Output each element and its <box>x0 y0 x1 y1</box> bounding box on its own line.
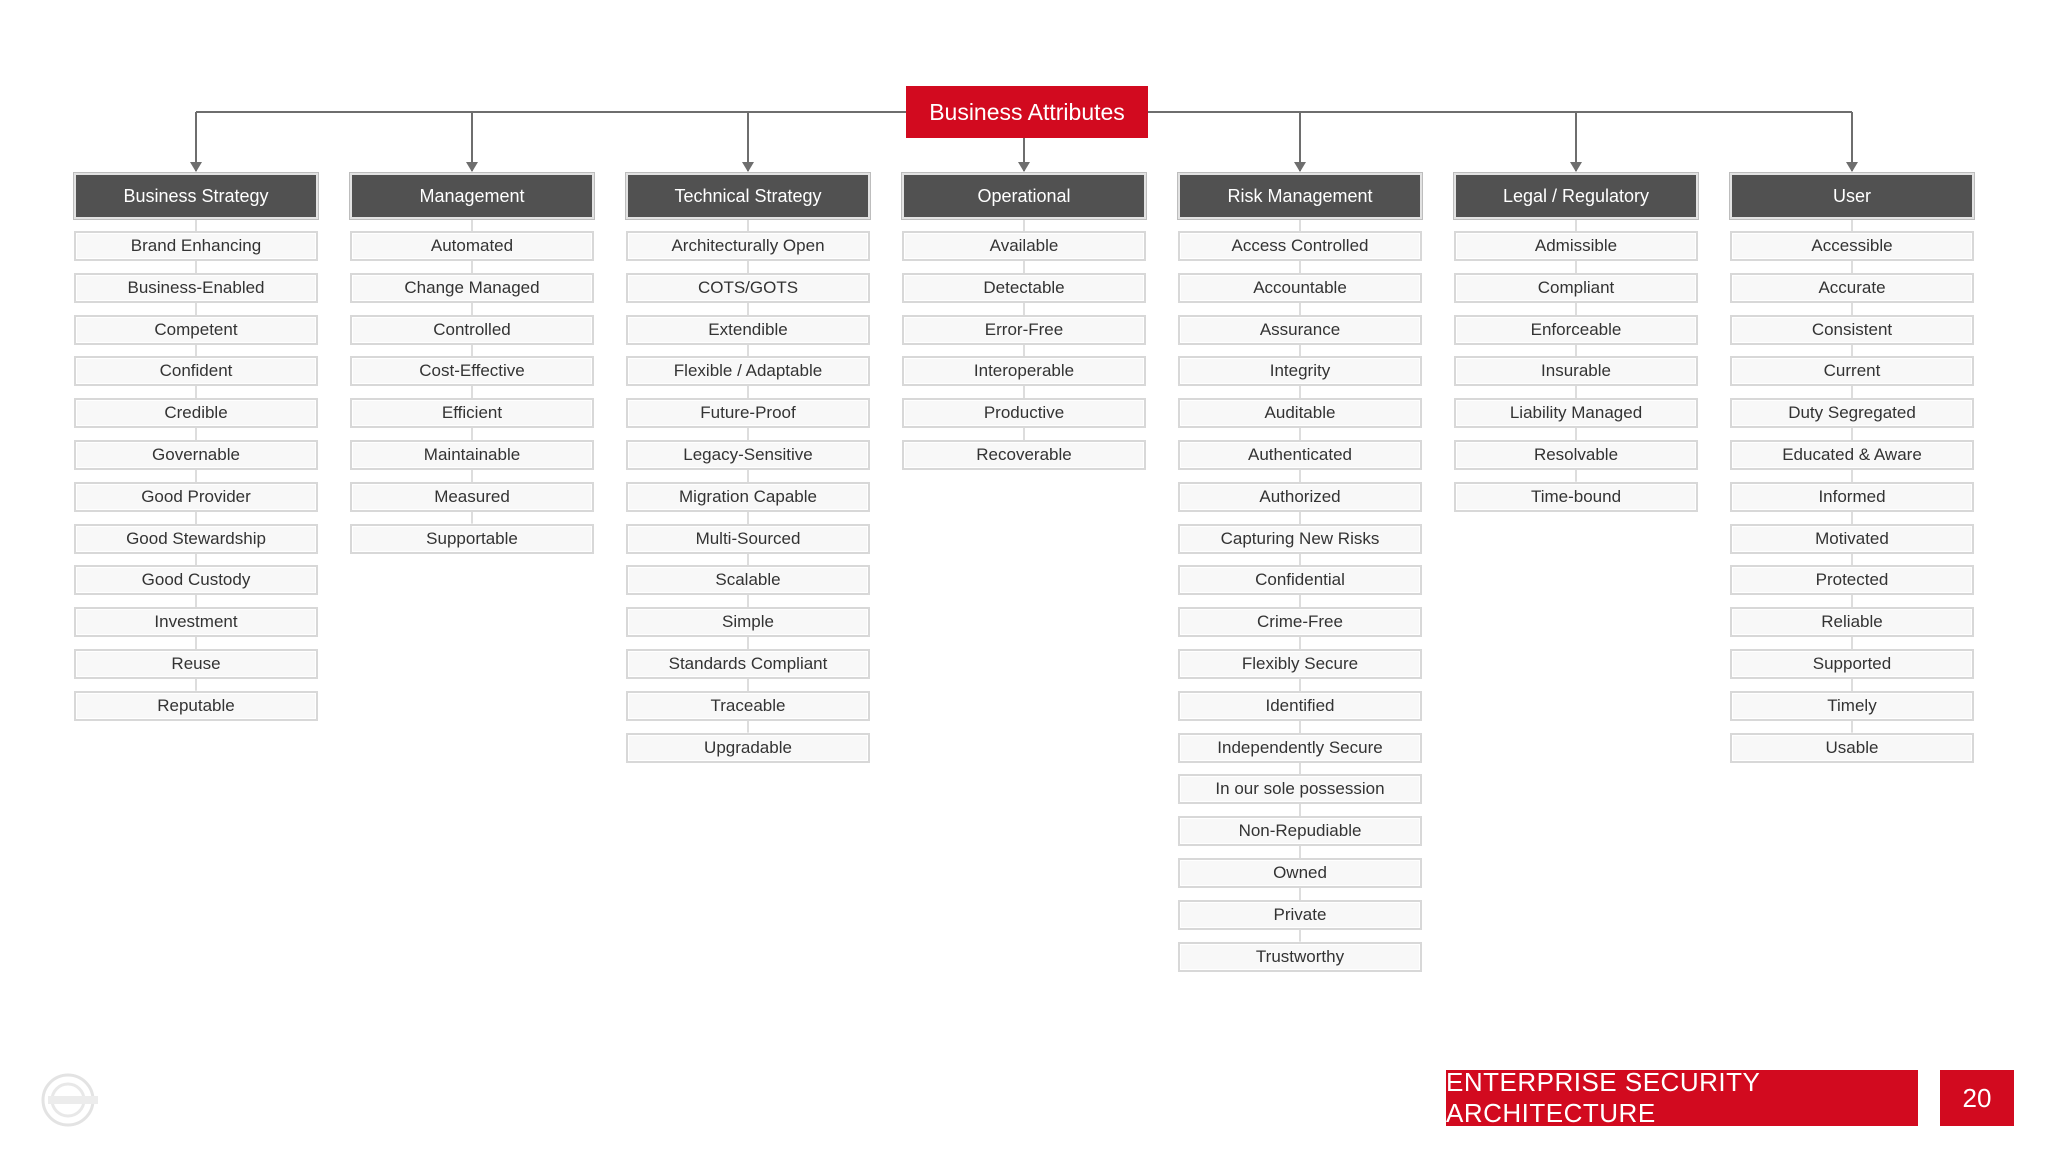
attribute-item: Auditable <box>1178 398 1422 428</box>
attribute-item: Cost-Effective <box>350 356 594 386</box>
attribute-item: Enforceable <box>1454 315 1698 345</box>
attribute-item: Crime-Free <box>1178 607 1422 637</box>
attribute-item: COTS/GOTS <box>626 273 870 303</box>
attribute-item: Accurate <box>1730 273 1974 303</box>
page-number: 20 <box>1940 1070 2014 1126</box>
branch-arrow <box>742 162 754 172</box>
attribute-item: Error-Free <box>902 315 1146 345</box>
attribute-item: Confidential <box>1178 565 1422 595</box>
attribute-item: Measured <box>350 482 594 512</box>
attribute-item: Change Managed <box>350 273 594 303</box>
attribute-item: Admissible <box>1454 231 1698 261</box>
attribute-item: Identified <box>1178 691 1422 721</box>
attribute-item: Maintainable <box>350 440 594 470</box>
branch-arrow <box>1018 162 1030 172</box>
category-column <box>1454 173 1698 506</box>
category-header: Business Strategy <box>74 173 318 219</box>
attribute-item: Business-Enabled <box>74 273 318 303</box>
attribute-item: Good Provider <box>74 482 318 512</box>
category-column <box>1178 173 1422 966</box>
attribute-item: Simple <box>626 607 870 637</box>
category-column <box>350 173 594 548</box>
attribute-item: Credible <box>74 398 318 428</box>
attribute-item: Competent <box>74 315 318 345</box>
attribute-item: Supportable <box>350 524 594 554</box>
branch-arrow <box>190 162 202 172</box>
branch-arrow <box>1846 162 1858 172</box>
attribute-item: Extendible <box>626 315 870 345</box>
attribute-item: Compliant <box>1454 273 1698 303</box>
attribute-item: Assurance <box>1178 315 1422 345</box>
category-header: Operational <box>902 173 1146 219</box>
attribute-item: Productive <box>902 398 1146 428</box>
attribute-item: Good Stewardship <box>74 524 318 554</box>
attribute-item: Private <box>1178 900 1422 930</box>
attribute-item: Reputable <box>74 691 318 721</box>
attribute-item: Liability Managed <box>1454 398 1698 428</box>
attribute-item: Independently Secure <box>1178 733 1422 763</box>
attribute-item: Controlled <box>350 315 594 345</box>
category-column <box>1730 173 1974 757</box>
attribute-item: Detectable <box>902 273 1146 303</box>
attribute-item: Educated & Aware <box>1730 440 1974 470</box>
attribute-item: Investment <box>74 607 318 637</box>
attribute-item: Flexible / Adaptable <box>626 356 870 386</box>
footer-title: ENTERPRISE SECURITY ARCHITECTURE <box>1446 1070 1918 1126</box>
attribute-item: Informed <box>1730 482 1974 512</box>
attribute-item: Flexibly Secure <box>1178 649 1422 679</box>
attribute-item: Standards Compliant <box>626 649 870 679</box>
attribute-item: Accountable <box>1178 273 1422 303</box>
category-column <box>626 173 870 757</box>
attribute-item: Authenticated <box>1178 440 1422 470</box>
attribute-item: Insurable <box>1454 356 1698 386</box>
attribute-item: Efficient <box>350 398 594 428</box>
attribute-item: Confident <box>74 356 318 386</box>
attribute-item: Duty Segregated <box>1730 398 1974 428</box>
attribute-item: Brand Enhancing <box>74 231 318 261</box>
category-column <box>74 173 318 715</box>
category-header: Legal / Regulatory <box>1454 173 1698 219</box>
attribute-item: Architecturally Open <box>626 231 870 261</box>
attribute-item: Access Controlled <box>1178 231 1422 261</box>
attribute-item: Time-bound <box>1454 482 1698 512</box>
attribute-item: Governable <box>74 440 318 470</box>
attribute-item: Capturing New Risks <box>1178 524 1422 554</box>
category-header: Risk Management <box>1178 173 1422 219</box>
logo-icon <box>38 1072 102 1128</box>
attribute-item: Motivated <box>1730 524 1974 554</box>
attribute-item: Non-Repudiable <box>1178 816 1422 846</box>
attribute-item: In our sole possession <box>1178 774 1422 804</box>
category-header: Technical Strategy <box>626 173 870 219</box>
attribute-item: Usable <box>1730 733 1974 763</box>
attribute-item: Interoperable <box>902 356 1146 386</box>
attribute-item: Current <box>1730 356 1974 386</box>
attribute-item: Multi-Sourced <box>626 524 870 554</box>
attribute-item: Integrity <box>1178 356 1422 386</box>
branch-arrow <box>1294 162 1306 172</box>
attribute-item: Available <box>902 231 1146 261</box>
attribute-item: Good Custody <box>74 565 318 595</box>
attribute-item: Timely <box>1730 691 1974 721</box>
attribute-item: Trustworthy <box>1178 942 1422 972</box>
attribute-item: Migration Capable <box>626 482 870 512</box>
attribute-item: Recoverable <box>902 440 1146 470</box>
attribute-item: Resolvable <box>1454 440 1698 470</box>
attribute-item: Accessible <box>1730 231 1974 261</box>
branch-arrow <box>466 162 478 172</box>
branch-arrow <box>1570 162 1582 172</box>
attribute-item: Upgradable <box>626 733 870 763</box>
attribute-item: Traceable <box>626 691 870 721</box>
attribute-item: Automated <box>350 231 594 261</box>
category-header: User <box>1730 173 1974 219</box>
attribute-item: Authorized <box>1178 482 1422 512</box>
attribute-item: Protected <box>1730 565 1974 595</box>
attribute-item: Reuse <box>74 649 318 679</box>
attribute-item: Legacy-Sensitive <box>626 440 870 470</box>
attribute-item: Owned <box>1178 858 1422 888</box>
attribute-item: Supported <box>1730 649 1974 679</box>
category-header: Management <box>350 173 594 219</box>
root-node: Business Attributes <box>906 86 1148 138</box>
attribute-item: Consistent <box>1730 315 1974 345</box>
attribute-item: Reliable <box>1730 607 1974 637</box>
attribute-item: Future-Proof <box>626 398 870 428</box>
attribute-item: Scalable <box>626 565 870 595</box>
category-column <box>902 173 1146 464</box>
